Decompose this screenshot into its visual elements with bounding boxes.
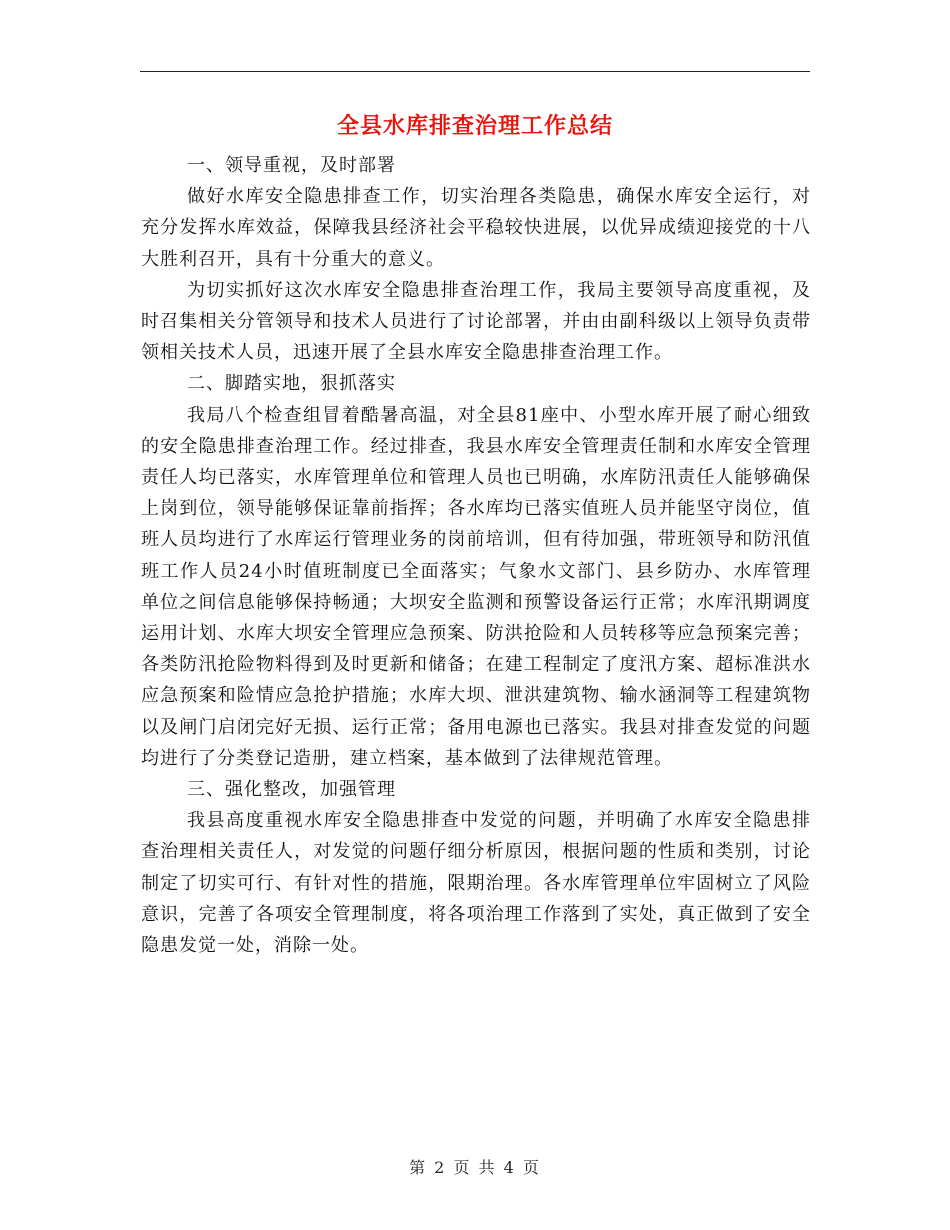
section-3-paragraph-1: 我县高度重视水库安全隐患排查中发觉的问题，并明确了水库安全隐患排查治理相关责任人，对发觉的问题仔细分析原因，根据问题的性质和类别，讨论制定了切实可行、有针对性的措施，限期治理。各水库管理单位牢固树立了风险意识，完善了各项安全管理制度，将各项治理工作落到了实处，真正做到了安全隐患发觉一处，消除一处。 xyxy=(141,810,811,957)
section-1-paragraph-2: 为切实抓好这次水库安全隐患排查治理工作，我局主要领导高度重视，及时召集相关分管领导和技术人员进行了讨论部署，并由由副科级以上领导负责带领相关技术人员，迅速开展了全县水库安全隐患排查治理工作。 xyxy=(141,279,811,364)
section-3-heading: 三、强化整改，加强管理 xyxy=(187,779,396,801)
section-2-heading: 二、脚踏实地，狠抓落实 xyxy=(187,373,396,395)
section-1-heading: 一、领导重视，及时部署 xyxy=(187,155,396,176)
page-number: 第 2 页 共 4 页 xyxy=(409,1158,541,1177)
header-rule xyxy=(140,71,810,72)
section-2-paragraph-1: 我局八个检查组冒着酷暑高温，对全县81座中、小型水库开展了耐心细致的安全隐患排查治理工作。经过排查，我县水库安全管理责任制和水库安全管理责任人均已落实，水库管理单位和管理人员也已明确，水库防汛责任人能够确保上岗到位，领导能够保证靠前指挥；各水库均已落实值班人员并能坚守岗位，值班人员均进行了水库运行管理业务的岗前培训，但有待加强，带班领导和防汛值班工作人员24小时值班制度已全面落实；气象水文部门、县乡防办、水库管理单位之间信息能够保持畅通；大坝安全监测和预警设备运行正常；水库汛期调度运用计划、水库大坝安全管理应急预案、防洪抢险和人员转移等应急预案完善；各类防汛抢险物料得到及时更新和储备；在建工程制定了度汛方案、超标准洪水应急预案和险情应急抢护措施；水库大坝、泄洪建筑物、输水涵洞等工程建筑物以及闸门启闭完好无损、运行正常；备用电源也已落实。我县对排查发觉的问题均进行了分类登记造册，建立档案，基本做到了法律规范管理。 xyxy=(141,404,811,769)
document-title: 全县水库排查治理工作总结 xyxy=(336,113,613,139)
section-1-paragraph-1: 做好水库安全隐患排查工作，切实治理各类隐患，确保水库安全运行，对充分发挥水库效益，保障我县经济社会平稳较快进展，以优异成绩迎接党的十八大胜利召开，具有十分重大的意义。 xyxy=(141,186,811,270)
document-body xyxy=(141,150,811,961)
